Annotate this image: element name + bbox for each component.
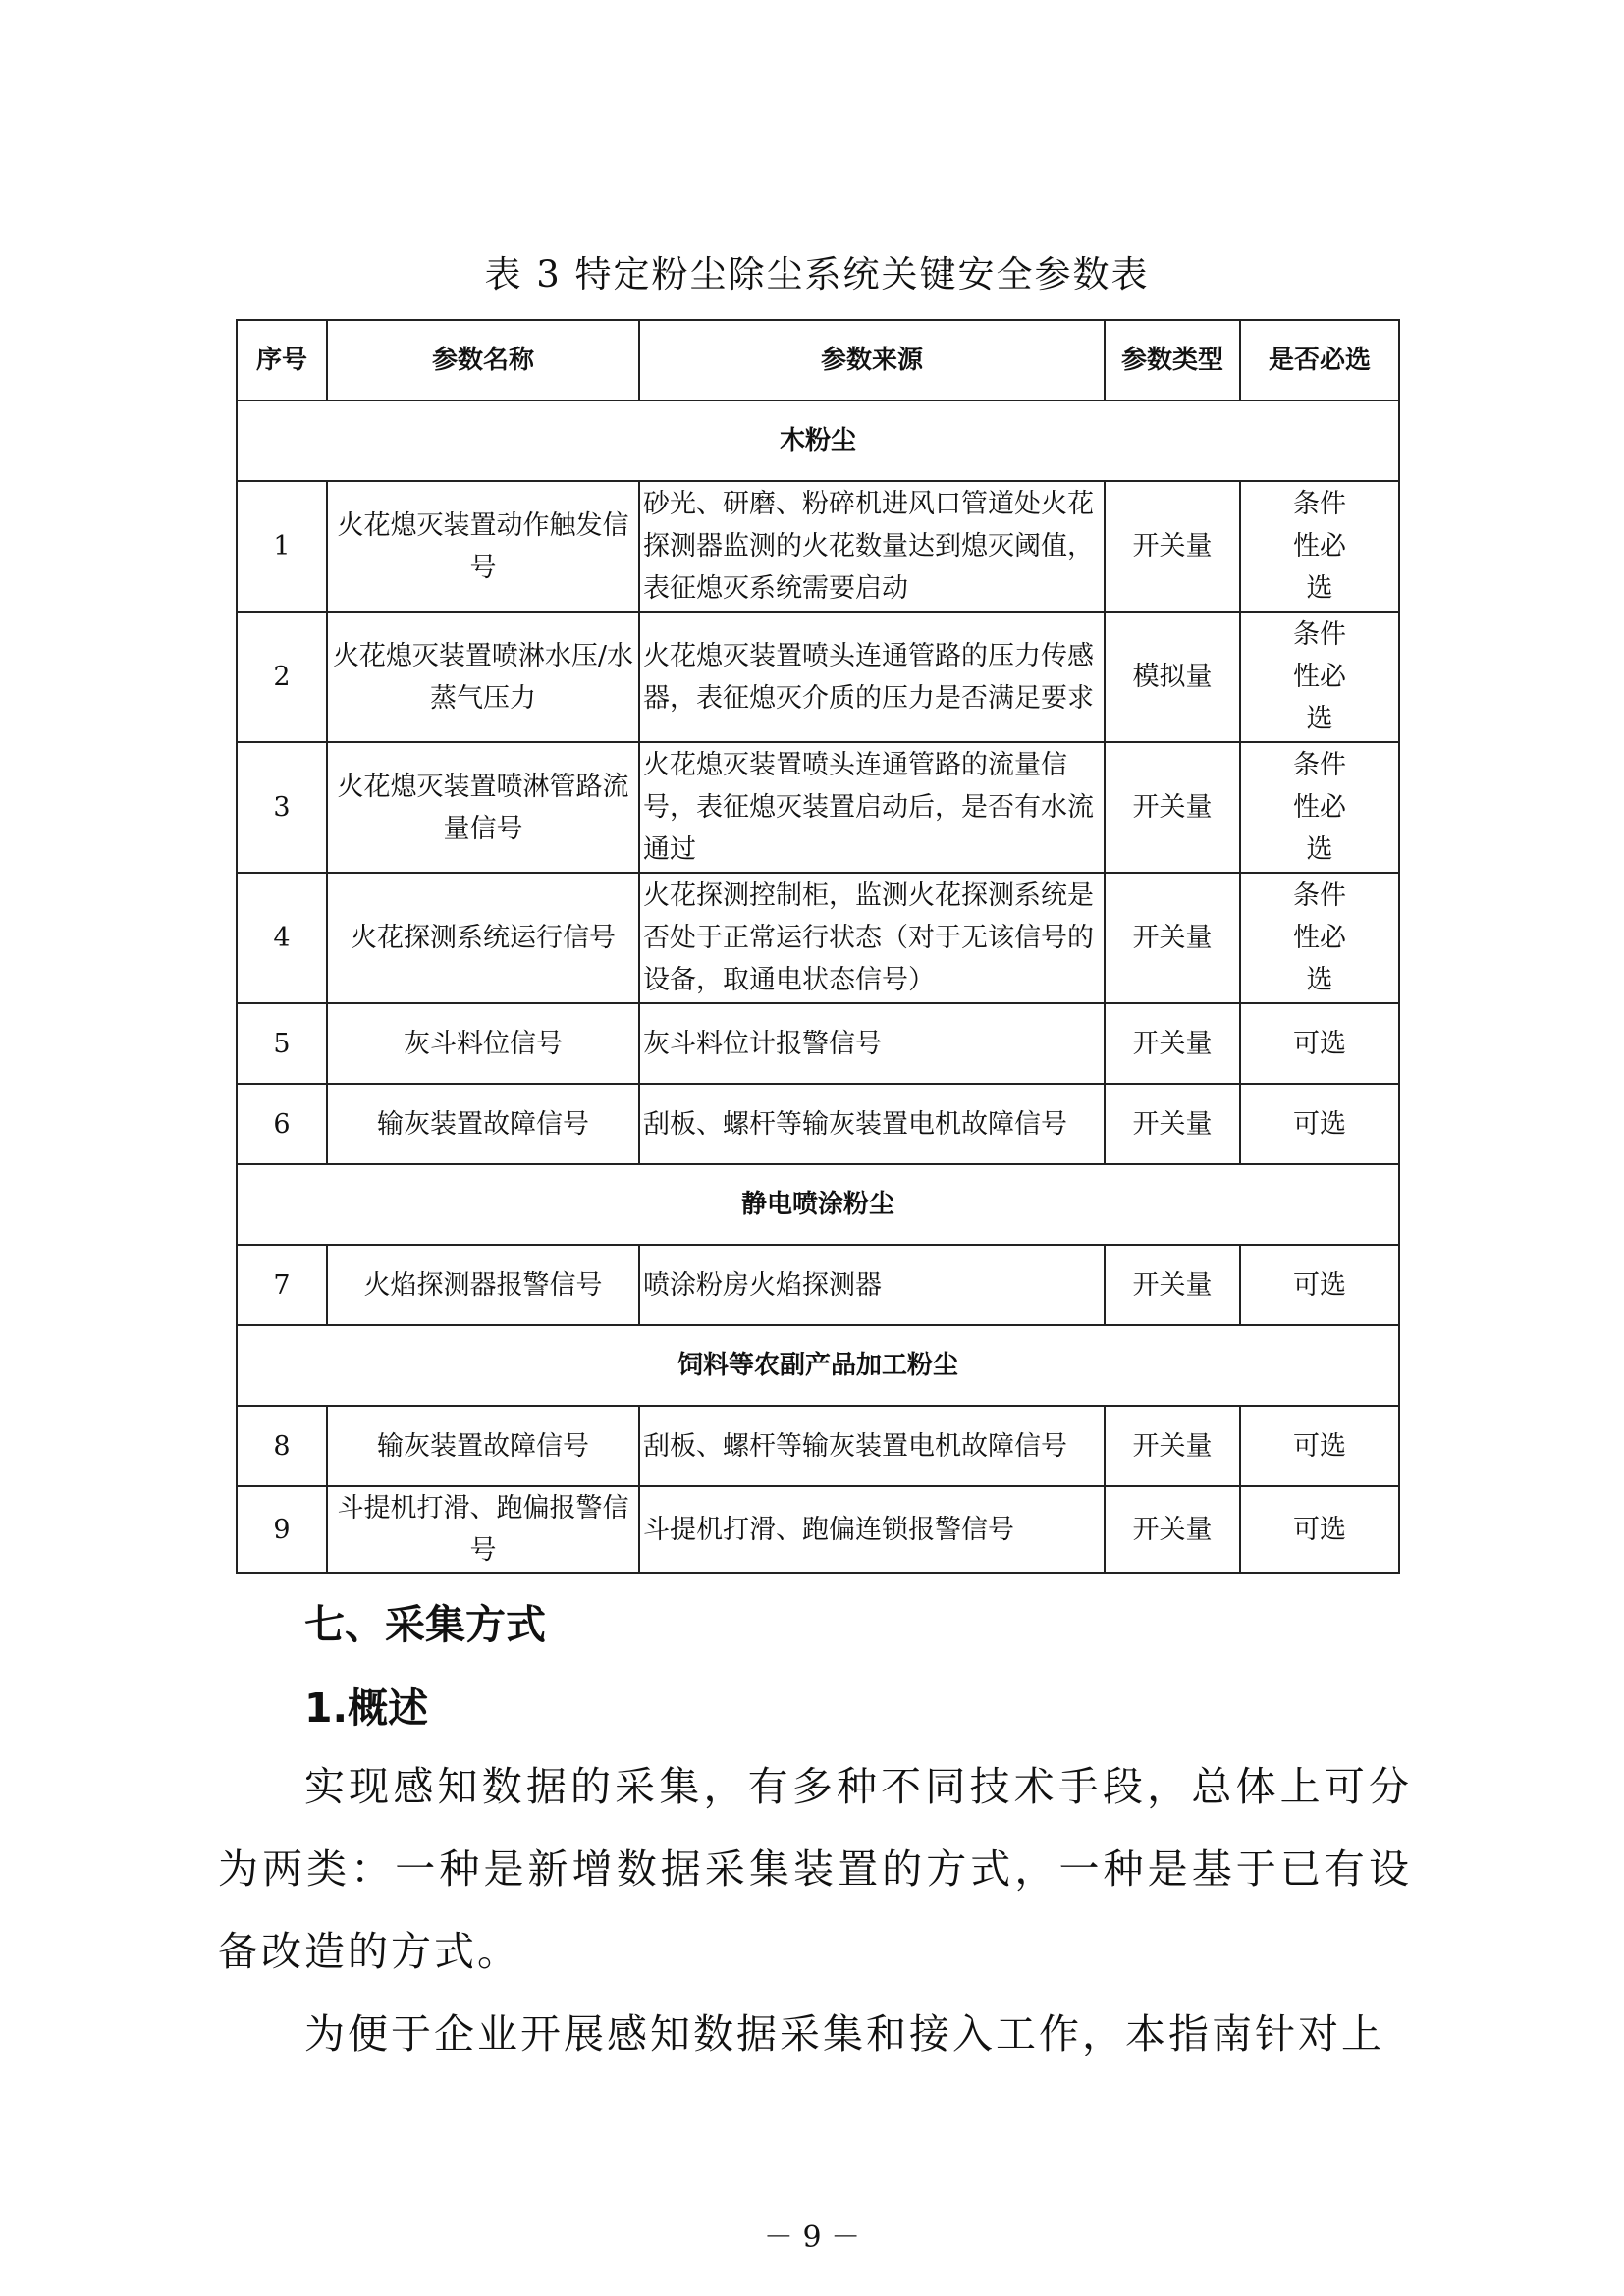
cell-required: 可选 xyxy=(1240,1084,1399,1164)
cell-name: 输灰装置故障信号 xyxy=(327,1084,639,1164)
cell-type: 开关量 xyxy=(1105,481,1240,612)
cell-no: 1 xyxy=(237,481,327,612)
cell-name: 火焰探测器报警信号 xyxy=(327,1245,639,1325)
page-number: － 9 － xyxy=(763,2220,861,2255)
table-row xyxy=(237,1486,1399,1573)
cell-name: 火花熄灭装置动作触发信号 xyxy=(327,481,639,612)
cell-type: 开关量 xyxy=(1105,1486,1240,1573)
cell-required: 可选 xyxy=(1240,1003,1399,1084)
paragraph: 实现感知数据的采集，有多种不同技术手段，总体上可分为两类：一种是新增数据采集装置的方式，一种是基于已有设备改造的方式。 xyxy=(218,1763,1412,1975)
cell-source: 喷涂粉房火焰探测器 xyxy=(639,1245,1105,1325)
table-row xyxy=(237,1245,1399,1325)
group-title: 静电喷涂粉尘 xyxy=(237,1164,1399,1245)
cell-no: 4 xyxy=(237,873,327,1003)
cell-required xyxy=(1240,742,1399,873)
safety-parameter-table xyxy=(236,319,1400,1574)
group-title: 木粉尘 xyxy=(237,400,1399,481)
cell-no: 8 xyxy=(237,1406,327,1486)
required-text: 条件性必选 xyxy=(1293,750,1346,865)
cell-name: 斗提机打滑、跑偏报警信号 xyxy=(327,1486,639,1573)
cell-no: 3 xyxy=(237,742,327,873)
table-row xyxy=(237,1084,1399,1164)
cell-no: 9 xyxy=(237,1486,327,1573)
table-header-row xyxy=(237,320,1399,400)
cell-name: 火花熄灭装置喷淋管路流量信号 xyxy=(327,742,639,873)
header-type: 参数类型 xyxy=(1105,320,1240,400)
cell-source: 火花熄灭装置喷头连通管路的压力传感器，表征熄灭介质的压力是否满足要求 xyxy=(639,612,1105,742)
group-row xyxy=(237,1325,1399,1406)
cell-no: 7 xyxy=(237,1245,327,1325)
group-row xyxy=(237,1164,1399,1245)
cell-name: 火花探测系统运行信号 xyxy=(327,873,639,1003)
cell-required: 可选 xyxy=(1240,1245,1399,1325)
header-required: 是否必选 xyxy=(1240,320,1399,400)
cell-required xyxy=(1240,481,1399,612)
table-row xyxy=(237,481,1399,612)
cell-name: 灰斗料位信号 xyxy=(327,1003,639,1084)
table-row xyxy=(237,873,1399,1003)
section-heading: 七、采集方式 xyxy=(304,1601,546,1648)
cell-name: 输灰装置故障信号 xyxy=(327,1406,639,1486)
group-title: 饲料等农副产品加工粉尘 xyxy=(237,1325,1399,1406)
cell-source: 火花探测控制柜，监测火花探测系统是否处于正常运行状态（对于无该信号的设备，取通电状态信号） xyxy=(639,873,1105,1003)
group-row xyxy=(237,400,1399,481)
cell-no: 6 xyxy=(237,1084,327,1164)
cell-type: 开关量 xyxy=(1105,1245,1240,1325)
cell-no: 2 xyxy=(237,612,327,742)
cell-source: 刮板、螺杆等输灰装置电机故障信号 xyxy=(639,1406,1105,1486)
cell-source: 砂光、研磨、粉碎机进风口管道处火花探测器监测的火花数量达到熄灭阈值，表征熄灭系统需要启动 xyxy=(639,481,1105,612)
table-row xyxy=(237,742,1399,873)
table-row xyxy=(237,612,1399,742)
cell-source: 斗提机打滑、跑偏连锁报警信号 xyxy=(639,1486,1105,1573)
cell-name: 火花熄灭装置喷淋水压/水蒸气压力 xyxy=(327,612,639,742)
cell-no: 5 xyxy=(237,1003,327,1084)
header-source: 参数来源 xyxy=(639,320,1105,400)
cell-type: 开关量 xyxy=(1105,742,1240,873)
cell-source: 灰斗料位计报警信号 xyxy=(639,1003,1105,1084)
cell-type: 模拟量 xyxy=(1105,612,1240,742)
table-caption: 表 3 特定粉尘除尘系统关键安全参数表 xyxy=(484,253,1150,295)
paragraph: 为便于企业开展感知数据采集和接入工作，本指南针对上 xyxy=(304,2010,1384,2057)
required-text: 条件性必选 xyxy=(1293,881,1346,995)
cell-type: 开关量 xyxy=(1105,1084,1240,1164)
cell-type: 开关量 xyxy=(1105,873,1240,1003)
cell-required: 可选 xyxy=(1240,1486,1399,1573)
table-row xyxy=(237,1406,1399,1486)
header-name: 参数名称 xyxy=(327,320,639,400)
cell-source: 刮板、螺杆等输灰装置电机故障信号 xyxy=(639,1084,1105,1164)
required-text: 条件性必选 xyxy=(1293,619,1346,734)
cell-type: 开关量 xyxy=(1105,1406,1240,1486)
cell-type: 开关量 xyxy=(1105,1003,1240,1084)
required-text: 条件性必选 xyxy=(1293,489,1346,604)
subsection-heading: 1.概述 xyxy=(304,1684,429,1732)
cell-required: 可选 xyxy=(1240,1406,1399,1486)
cell-required xyxy=(1240,873,1399,1003)
cell-source: 火花熄灭装置喷头连通管路的流量信号，表征熄灭装置启动后，是否有水流通过 xyxy=(639,742,1105,873)
header-no: 序号 xyxy=(237,320,327,400)
cell-required xyxy=(1240,612,1399,742)
table-row xyxy=(237,1003,1399,1084)
